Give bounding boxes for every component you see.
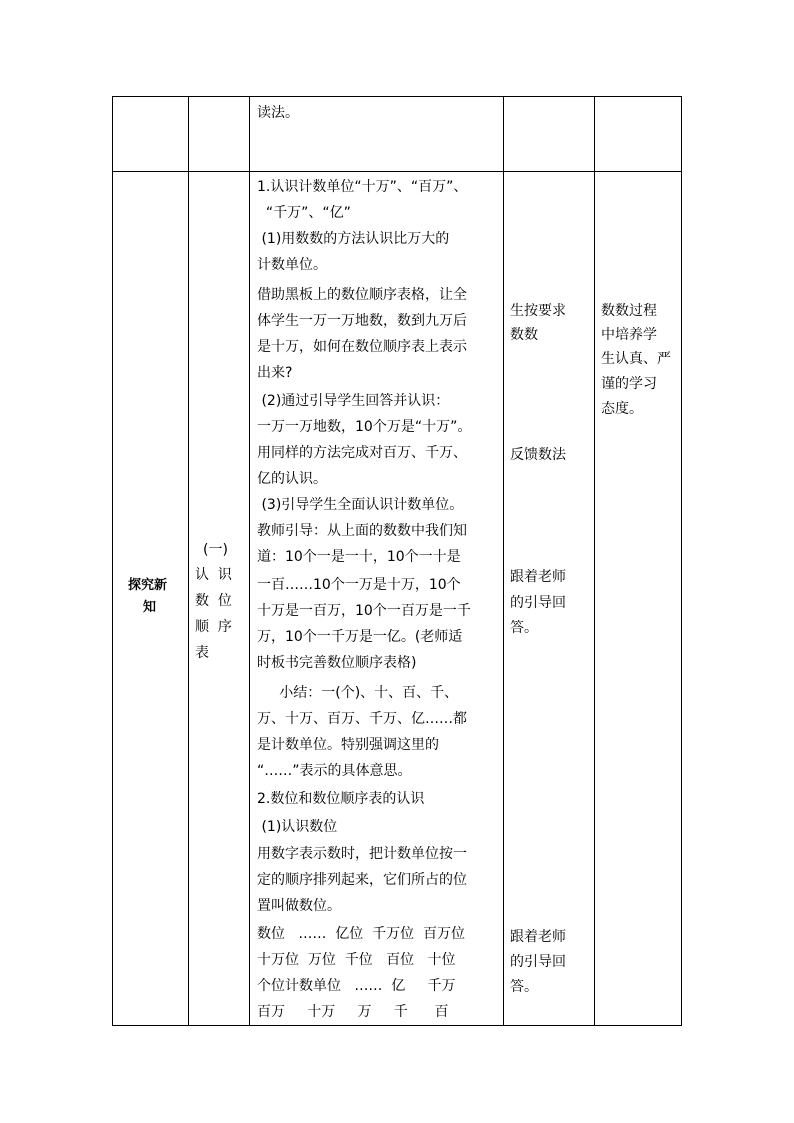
content-line: 是十万，如何在数位顺序表上表示 [257, 339, 467, 355]
table-border-left [112, 96, 113, 1026]
intent-line: 谨的学习 [601, 376, 657, 392]
content-line: 2.数位和数位顺序表的认识 [257, 791, 425, 807]
section-label-line: 表 [195, 645, 209, 661]
stage-label-line2: 知 [143, 600, 157, 615]
content-line: 十万位 万位 千位 百位 十位 [257, 952, 456, 968]
intent-line: 中培养学 [601, 327, 657, 343]
table-border-top [112, 96, 682, 97]
activity-line: 数数 [510, 327, 538, 343]
row1-content: 读法。 [257, 105, 299, 121]
stage-label-line1: 探究新 [128, 578, 168, 593]
activity-line: 生按要求 [510, 303, 566, 319]
content-line: 道：10个一是一十，10个一十是 [257, 549, 461, 565]
table-column-divider [188, 96, 189, 1026]
content-line: 置叫做数位。 [257, 898, 341, 914]
content-line: 时板书完善数位顺序表格) [257, 655, 417, 671]
content-line: (3)引导学生全面认识计数单位。 [257, 497, 464, 513]
content-line: 用数字表示数时，把计数单位按一 [257, 846, 467, 862]
content-line: 一百……10个一万是十万，10个 [257, 577, 461, 593]
content-line: “……”表示的具体意思。 [257, 763, 412, 779]
content-line: 体学生一万一万地数，数到九万后 [257, 313, 467, 329]
content-line: 百万 十万 万 千 百 [257, 1004, 449, 1020]
table-column-divider [249, 96, 250, 1026]
section-label-line: 顺 序 [195, 619, 232, 635]
table-column-divider [594, 96, 595, 1026]
content-line: 借助黑板上的数位顺序表格，让全 [257, 287, 467, 303]
activity-line: 反馈数法 [510, 447, 566, 463]
content-line: 教师引导：从上面的数数中我们知 [257, 523, 467, 539]
content-line: 数位 …… 亿位 千万位 百万位 [257, 926, 466, 942]
activity-line: 的引导回 [510, 595, 566, 611]
content-line: 出来? [257, 365, 293, 381]
content-line: 万，10个一千万是一亿。(老师适 [257, 629, 463, 645]
content-line: 个位计数单位 …… 亿 千万 [257, 978, 456, 994]
activity-line: 的引导回 [510, 954, 566, 970]
table-border-right [681, 96, 682, 1026]
content-line: 计数单位。 [257, 257, 327, 273]
table-column-divider [503, 96, 504, 1026]
content-line: 用同样的方法完成对百万、千万、 [257, 445, 467, 461]
content-line: 亿的认识。 [257, 471, 327, 487]
section-label-line: (一) [203, 542, 228, 558]
content-line: 万、十万、百万、千万、亿……都 [257, 711, 467, 727]
content-line: (1)用数数的方法认识比万大的 [257, 231, 450, 247]
content-line: 定的顺序排列起来，它们所占的位 [257, 872, 467, 888]
content-line: 小结：一(个)、十、百、千、 [257, 685, 459, 701]
table-row-divider [112, 171, 682, 172]
content-line: 十万是一百万，10个一百万是一千 [257, 603, 471, 619]
intent-line: 态度。 [601, 401, 643, 417]
content-line: “千万”、“亿” [257, 205, 351, 221]
activity-line: 跟着老师 [510, 569, 566, 585]
intent-line: 数数过程 [601, 303, 657, 319]
content-line: 1.认识计数单位“十万”、“百万”、 [257, 179, 468, 195]
content-line: 一万一万地数，10个万是“十万”。 [257, 419, 472, 435]
activity-line: 跟着老师 [510, 929, 566, 945]
content-line: 是计数单位。特别强调这里的 [257, 737, 439, 753]
content-line: (2)通过引导学生回答并认识： [257, 393, 450, 409]
activity-line: 答。 [510, 979, 538, 995]
section-label-line: 数 位 [195, 593, 232, 609]
activity-line: 答。 [510, 620, 538, 636]
content-line: (1)认识数位 [257, 819, 338, 835]
section-label-line: 认 识 [195, 567, 232, 583]
intent-line: 生认真、严 [601, 351, 671, 367]
